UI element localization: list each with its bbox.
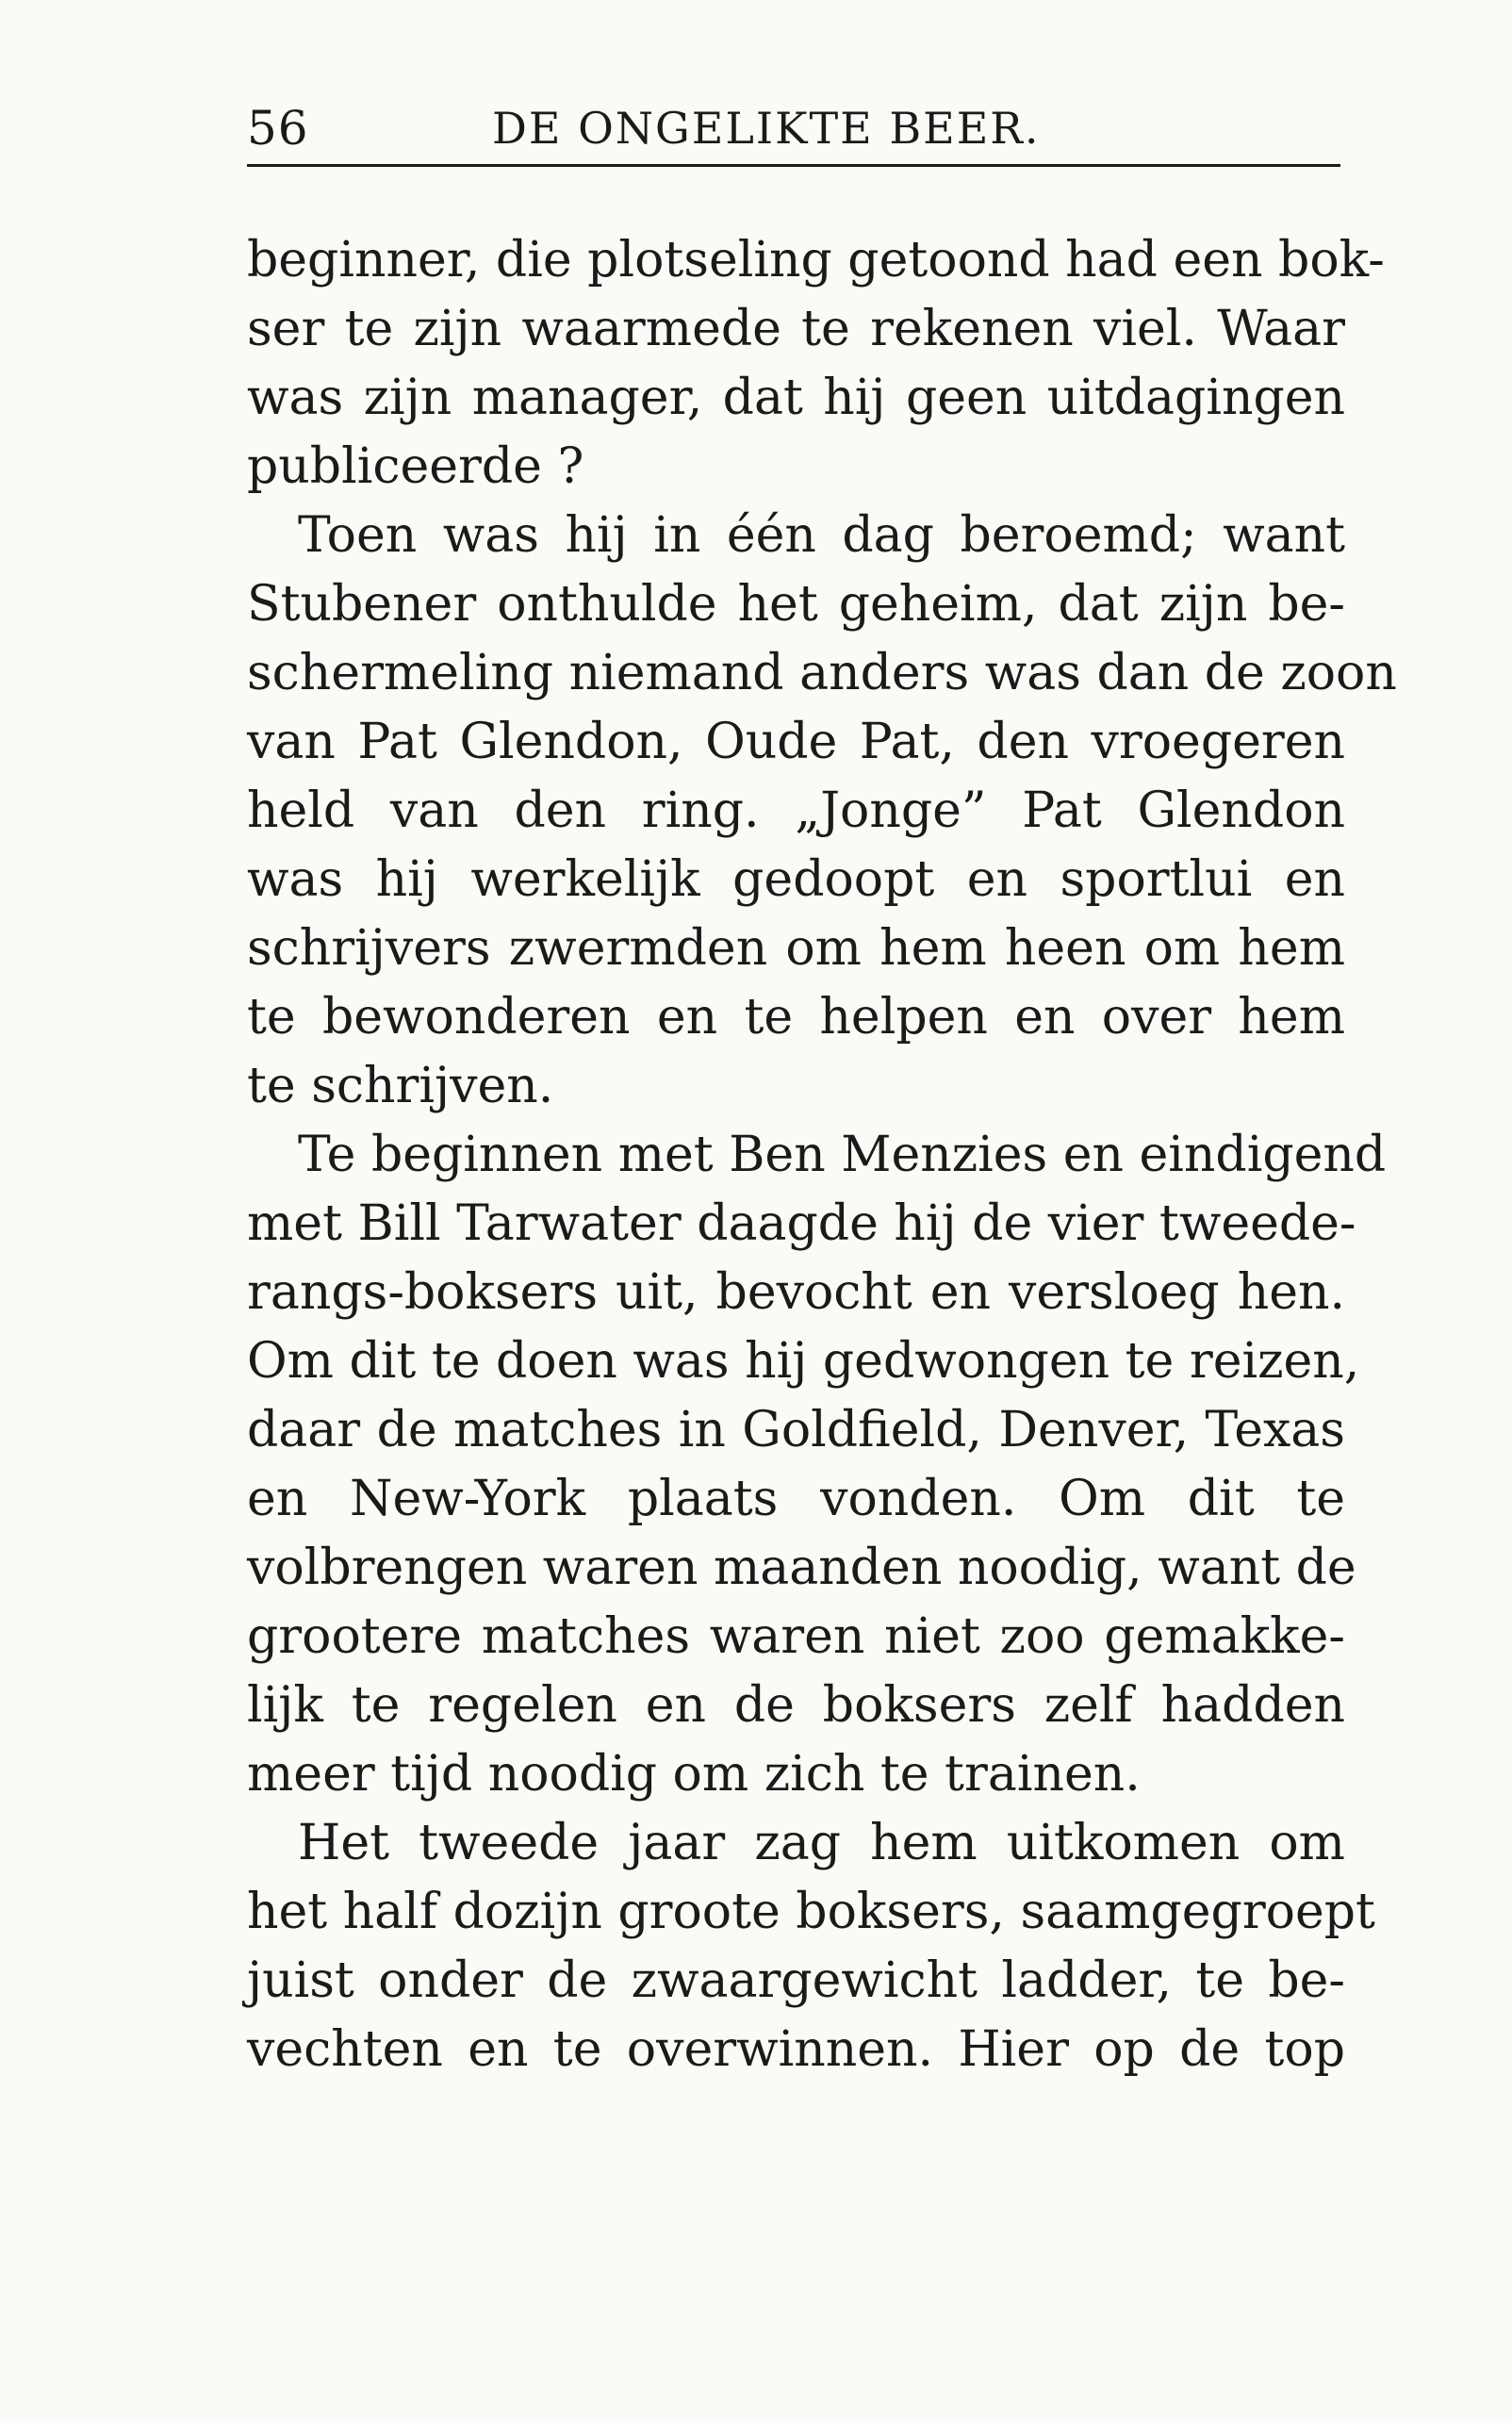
text-line: ser te zijn waarmede te rekenen viel. Waar (247, 301, 1345, 357)
text-line: Stubener onthulde het geheim, dat zijn be- (247, 576, 1345, 633)
text-line: volbrengen waren maanden noodig, want de (247, 1540, 1356, 1596)
text-line: Om dit te doen was hij gedwongen te reizen, (247, 1333, 1360, 1390)
text-line: met Bill Tarwater daagde hij de vier tweede- (247, 1195, 1356, 1252)
body-text (247, 226, 1397, 2084)
text-line: juist onder de zwaargewicht ladder, te be- (247, 1952, 1345, 2009)
text-line: schrijvers zwermden om hem heen om hem (247, 920, 1345, 977)
text-line: Toen was hij in één dag beroemd; want (298, 507, 1345, 564)
text-line: daar de matches in Goldfield, Denver, Texas (247, 1402, 1345, 1458)
text-line: held van den ring. „Jonge” Pat Glendon (247, 782, 1345, 839)
page-number: 56 (247, 101, 309, 156)
text-line: Te beginnen met Ben Menzies en eindigend (298, 1127, 1387, 1183)
text-line: publiceerde ? (247, 438, 584, 495)
text-line: beginner, die plotseling getoond had een bok- (247, 232, 1385, 288)
text-line: vechten en te overwinnen. Hier op de top (247, 2021, 1345, 2078)
text-line: te bewonderen en te helpen en over hem (247, 989, 1345, 1046)
text-line: van Pat Glendon, Oude Pat, den vroegeren (247, 714, 1345, 770)
text-line: het half dozijn groote boksers, saamgegroept (247, 1884, 1375, 1940)
text-line: meer tijd noodig om zich te trainen. (247, 1746, 1141, 1803)
text-line: grootere matches waren niet zoo gemakke- (247, 1608, 1345, 1665)
running-head (247, 94, 1340, 162)
text-line: lijk te regelen en de boksers zelf hadden (247, 1677, 1345, 1734)
header-rule (247, 164, 1340, 167)
text-line: schermeling niemand anders was dan de zoon (247, 645, 1397, 701)
text-line: was hij werkelijk gedoopt en sportlui en (247, 851, 1345, 908)
text-line: te schrijven. (247, 1058, 554, 1114)
text-line: was zijn manager, dat hij geen uitdagingen (247, 370, 1345, 426)
text-line: rangs-boksers uit, bevocht en versloeg hen. (247, 1264, 1345, 1321)
running-title: DE ONGELIKTE BEER. (492, 103, 1041, 154)
text-line: Het tweede jaar zag hem uitkomen om (298, 1815, 1345, 1871)
text-line: en New-York plaats vonden. Om dit te (247, 1471, 1345, 1527)
